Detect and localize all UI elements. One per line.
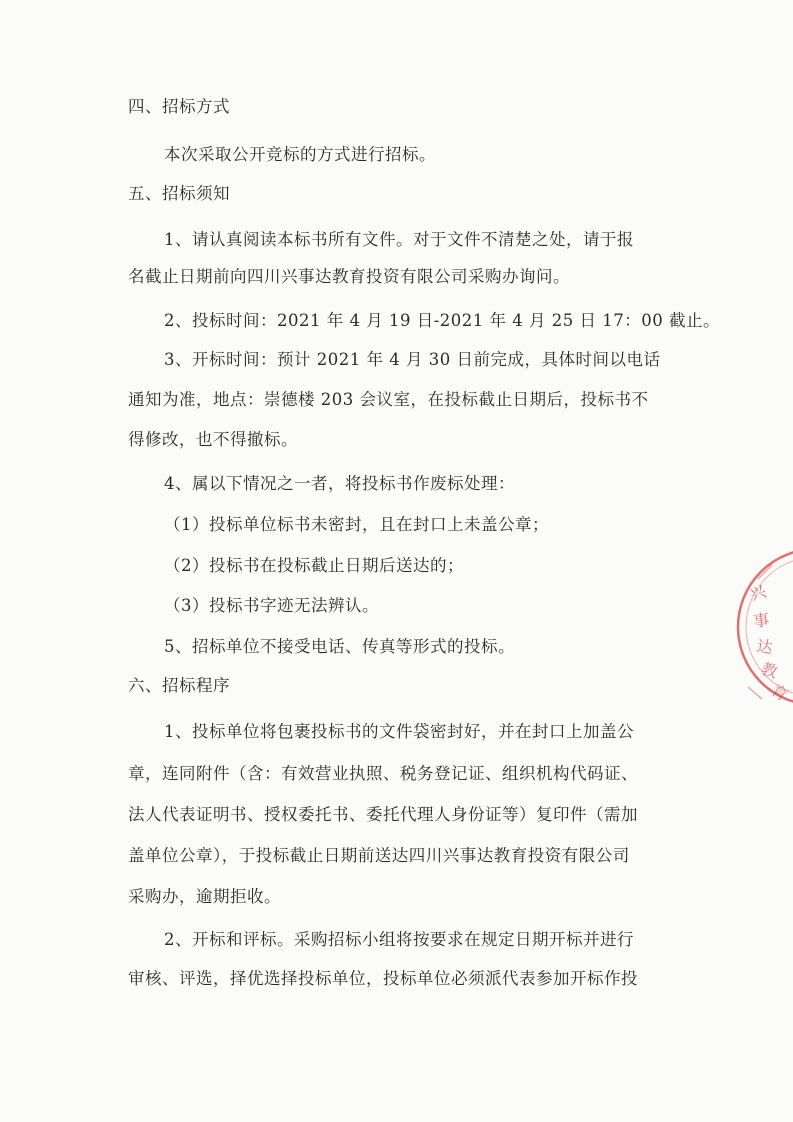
section-6-item-1-line-5: 采购办，逾期拒收。 bbox=[128, 887, 281, 906]
section-5-item-3-line-3: 得修改，也不得撤标。 bbox=[128, 430, 298, 449]
section-4-title: 四、招标方式 bbox=[128, 97, 230, 116]
svg-text:事: 事 bbox=[752, 610, 771, 631]
section-6-item-1-line-4: 盖单位公章），于投标截止日期前送达四川兴事达教育投资有限公司 bbox=[128, 846, 630, 865]
section-5-item-2: 2、投标时间：2021 年 4 月 19 日-2021 年 4 月 25 日 17：00 截止。 bbox=[164, 311, 720, 330]
section-6-item-2-line-2: 审核、评选，择优选择投标单位，投标单位必须派代表参加开标作投 bbox=[128, 969, 638, 988]
section-5-item-4-sub-1: （1）投标单位标书未密封，且在封口上未盖公章； bbox=[164, 515, 549, 534]
section-6-item-1-line-3: 法人代表证明书、授权委托书、委托代理人身份证等）复印件（需加 bbox=[128, 805, 638, 824]
section-5-title: 五、招标须知 bbox=[128, 184, 230, 203]
section-5-item-3-line-1: 3、开标时间：预计 2021 年 4 月 30 日前完成，具体时间以电话 bbox=[164, 350, 661, 369]
svg-text:教: 教 bbox=[758, 658, 781, 682]
official-seal bbox=[736, 545, 793, 710]
section-5-item-4-sub-2: （2）投标书在投标截止日期后送达的； bbox=[164, 556, 464, 575]
section-5-item-1-line-1: 1、请认真阅读本标书所有文件。对于文件不清楚之处，请于报 bbox=[164, 230, 634, 249]
section-5-item-3-line-2: 通知为准，地点：崇德楼 203 会议室，在投标截止日期后，投标书不 bbox=[128, 390, 649, 409]
section-4-body: 本次采取公开竞标的方式进行招标。 bbox=[164, 145, 436, 164]
section-5-item-4: 4、属以下情况之一者，将投标书作废标处理： bbox=[164, 474, 515, 493]
section-6-item-1-line-1: 1、投标单位将包裹投标书的文件袋密封好，并在封口上加盖公 bbox=[164, 722, 634, 741]
section-6-title: 六、招标程序 bbox=[128, 676, 230, 695]
svg-text:兴: 兴 bbox=[747, 581, 769, 605]
svg-text:育: 育 bbox=[767, 680, 792, 705]
section-5-item-1-line-2: 名截止日期前向四川兴事达教育投资有限公司采购办询问。 bbox=[128, 267, 570, 286]
section-6-item-1-line-2: 章，连同附件（含：有效营业执照、税务登记证、组织机构代码证、 bbox=[128, 764, 638, 783]
section-6-item-2-line-1: 2、开标和评标。采购招标小组将按要求在规定日期开标并进行 bbox=[164, 930, 634, 949]
section-5-item-5: 5、招标单位不接受电话、传真等形式的投标。 bbox=[164, 637, 515, 656]
section-5-item-4-sub-3: （3）投标书字迹无法辨认。 bbox=[164, 596, 379, 615]
svg-text:达: 达 bbox=[755, 636, 774, 658]
